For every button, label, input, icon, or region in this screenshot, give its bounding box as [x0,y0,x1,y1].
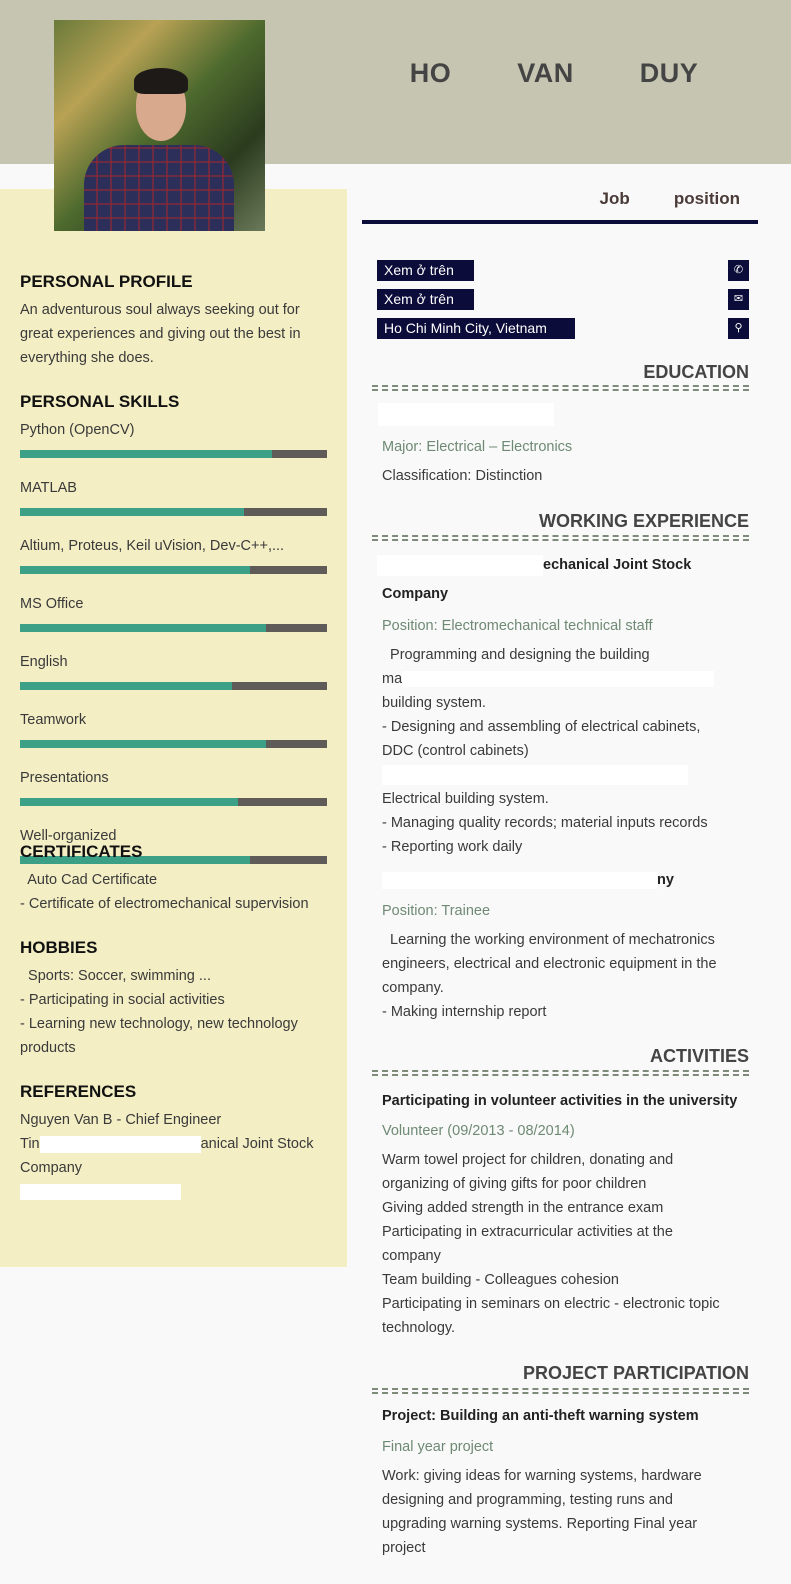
job-company-text: echanical Joint Stock [543,557,692,573]
job-line: - Reporting work daily [382,839,523,855]
skill-item [20,770,330,806]
job-entry [382,868,742,1024]
redacted-block [382,765,688,785]
section-divider [372,535,749,541]
references-section [20,1082,330,1205]
job-underline [362,220,758,224]
redacted-block [20,1184,181,1200]
profile-text: An adventurous soul always seeking out for great experiences and giving out the best in everything she does. [20,302,301,366]
job-line: building system. [382,695,486,711]
skill-fill [20,740,266,748]
activity-line: organizing of giving gifts for poor children [382,1176,647,1192]
activity-line: Giving added strength in the entrance exam [382,1200,664,1216]
experience-title: WORKING EXPERIENCE [538,511,749,531]
job-company [382,868,742,892]
job-line: DDC (control cabinets) [382,743,529,759]
redacted-block [382,872,657,889]
skill-label: Altium, Proteus, Keil uVision, Dev-C++,... [20,538,285,554]
education-details [382,435,742,488]
skill-label: MS Office [20,596,84,612]
skill-bar [20,798,327,806]
job-company [382,553,742,577]
location-pin-icon: ⚲ [728,318,749,339]
reference-company-line2: Company [20,1160,83,1176]
reference-company-start: Tin [20,1136,40,1152]
project-heading: Project: Building an anti-theft warning system [382,1408,699,1424]
skill-label: Well-organized [20,828,117,844]
skill-fill [20,508,244,516]
skill-item [20,480,330,516]
skill-fill [20,682,232,690]
project-line: designing and programming, testing runs and [382,1492,673,1508]
activities-entry [382,1089,742,1340]
certificates-section [20,842,330,916]
activity-line: technology. [382,1320,456,1336]
activities-title: ACTIVITIES [649,1046,749,1066]
skill-bar [20,740,327,748]
activity-line: Participating in extracurricular activities at the [382,1224,673,1240]
project-line: Work: giving ideas for warning systems, hardware [382,1468,702,1484]
education-major: Major: Electrical – Electronics [382,439,573,455]
activity-role: Volunteer (09/2013 - 08/2014) [382,1123,575,1139]
activity-line: Participating in seminars on electric - electronic topic [382,1296,720,1312]
activity-line: company [382,1248,441,1264]
job-line: - Designing and assembling of electrical cabinets, [382,719,701,735]
certificates-title: CERTIFICATES [20,842,143,861]
hobbies-section [20,938,330,1060]
activity-line: Team building - Colleagues cohesion [382,1272,619,1288]
activity-heading: Participating in volunteer activities in the university [382,1093,738,1109]
skill-label: English [20,654,68,670]
job-line: engineers, electrical and electronic equipment in the [382,956,717,972]
skill-item [20,712,330,748]
reference-company-end: anical Joint Stock [200,1136,314,1152]
hobby-item: Sports: Soccer, swimming ... [20,968,211,984]
candidate-name: HO VAN DUY [409,58,699,88]
redacted-block [40,1136,201,1153]
project-role: Final year project [382,1439,494,1455]
job-position: Position: Trainee [382,903,491,919]
skill-fill [20,624,266,632]
skill-bar [20,508,327,516]
project-line: upgrading warning systems. Reporting Final year [382,1516,698,1532]
profile-photo [54,20,265,231]
education-title: EDUCATION [643,362,749,382]
photo-shirt [84,145,234,231]
skill-fill [20,566,250,574]
hobby-item: - Learning new technology, new technology products [20,1016,298,1056]
job-line: company. [382,980,444,996]
project-line: project [382,1540,426,1556]
email-icon: ✉ [728,289,749,310]
hobby-item: - Participating in social activities [20,992,225,1008]
skill-item [20,654,330,690]
hobbies-title: HOBBIES [20,938,98,957]
skill-bar [20,682,327,690]
job-line [382,667,742,691]
job-line-start: ma [382,671,403,687]
reference-name: Nguyen Van B - Chief Engineer [20,1112,222,1128]
certificate-item: - Certificate of electromechanical supervision [20,896,309,912]
skill-bar [20,624,327,632]
skill-label: Presentations [20,770,109,786]
skill-label: MATLAB [20,480,77,496]
job-position: Position: Electromechanical technical staff [382,618,653,634]
redacted-block [402,671,714,687]
section-divider [372,1070,749,1076]
job-line: Programming and designing the building [382,647,650,663]
projects-title: PROJECT PARTICIPATION [522,1363,749,1383]
skill-fill [20,450,272,458]
contact-address [377,318,749,339]
skill-label: Python (OpenCV) [20,422,135,438]
skill-label: Teamwork [20,712,87,728]
activity-line: Warm towel project for children, donating and [382,1152,674,1168]
project-entry [382,1404,742,1560]
phone-icon: ✆ [728,260,749,281]
profile-title: PERSONAL PROFILE [20,272,193,291]
job-entry [382,553,742,859]
skill-item [20,596,330,632]
job-company-line2: Company [382,586,449,602]
job-company-text: ny [657,872,674,888]
references-title: REFERENCES [20,1082,137,1101]
skill-fill [20,798,238,806]
job-position: Job position [599,189,740,208]
contact-email [377,289,749,310]
contact-phone [377,260,749,281]
job-line: - Making internship report [382,1004,547,1020]
phone-value[interactable]: Xem ở trên [377,260,474,281]
certificate-item: Auto Cad Certificate [20,872,158,888]
skills-title: PERSONAL SKILLS [20,392,180,411]
education-classification: Classification: Distinction [382,468,543,484]
skill-bar [20,450,327,458]
address-value[interactable]: Ho Chi Minh City, Vietnam [377,318,575,339]
section-divider [372,1388,749,1394]
email-value[interactable]: Xem ở trên [377,289,474,310]
profile-section [20,272,330,370]
skill-item [20,538,330,574]
redacted-block [378,403,554,426]
section-divider [372,385,749,391]
job-line: Electrical building system. [382,791,549,807]
skill-item [20,422,330,458]
skills-section [20,392,330,886]
redacted-block [377,555,543,576]
job-line: - Managing quality records; material inputs records [382,815,708,831]
photo-hair [134,68,188,94]
job-line: Learning the working environment of mechatronics [382,932,715,948]
job-line [382,763,742,787]
reference-company [20,1132,330,1156]
skill-bar [20,566,327,574]
